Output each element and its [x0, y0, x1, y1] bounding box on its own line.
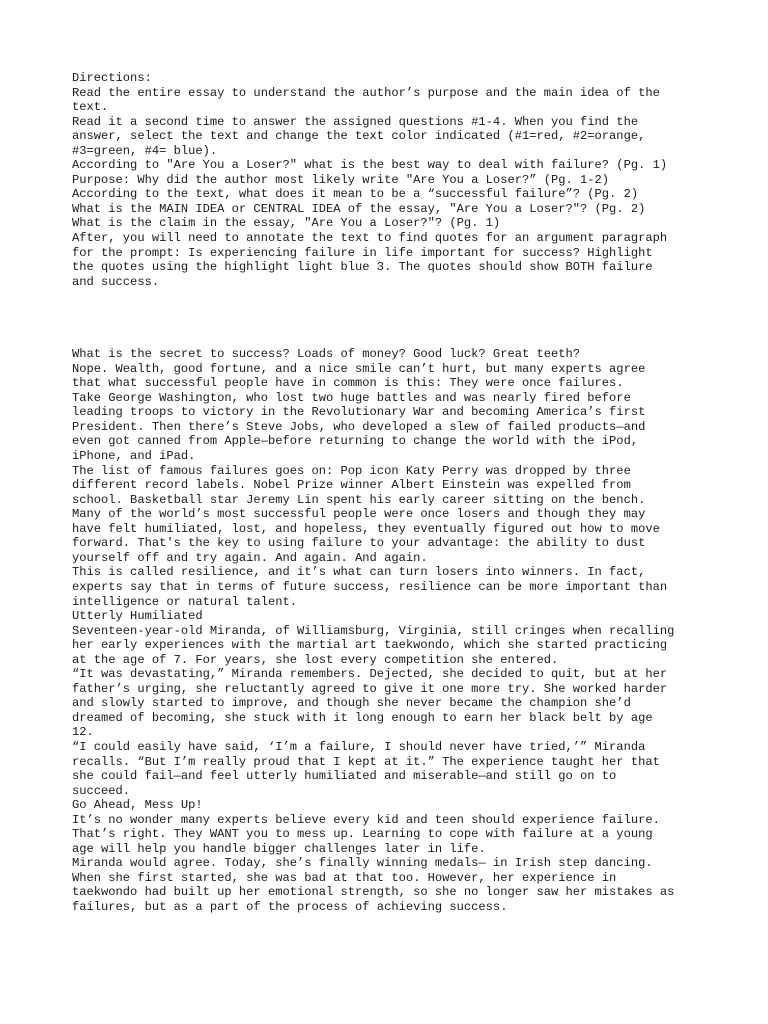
essay-line: iPhone, and iPad. — [72, 449, 196, 464]
directions-line: Purpose: Why did the author most likely write "Are You a Loser?” (Pg. 1-2) — [72, 172, 610, 187]
directions-line: and success. — [72, 274, 160, 289]
essay-line: age will help you handle bigger challenges later in life. — [72, 841, 486, 856]
directions-line: the quotes using the highlight light blue 3. The quotes should show BOTH failure — [72, 260, 653, 275]
essay-line: What is the secret to success? Loads of money? Good luck? Great teeth? — [72, 347, 581, 362]
directions-line: text. — [72, 100, 109, 115]
essay-line: have felt humiliated, lost, and hopeless, they eventually figured out how to move — [72, 521, 660, 536]
essay-line: President. Then there’s Steve Jobs, who developed a slew of failed products—and — [72, 419, 646, 434]
directions-line: answer, select the text and change the text color indicated (#1=red, #2=orange, — [72, 129, 646, 144]
essay-line: dreamed of becoming, she stuck with it long enough to earn her black belt by age — [72, 710, 653, 725]
directions-line: for the prompt: Is experiencing failure in life important for success? Highlight — [72, 245, 653, 260]
directions-line: Directions: — [72, 71, 152, 85]
essay-line: that what successful people have in common is this: They were once failures. — [72, 376, 624, 391]
essay-line: Nope. Wealth, good fortune, and a nice smile can’t hurt, but many experts agree — [72, 361, 646, 376]
directions-line: According to "Are You a Loser?" what is the best way to deal with failure? (Pg. 1) — [72, 158, 668, 173]
essay-line: different record labels. Nobel Prize winner Albert Einstein was expelled from — [72, 478, 631, 493]
section-gap — [72, 289, 712, 347]
essay-line: Take George Washington, who lost two huge battles and was nearly fired before — [72, 390, 631, 405]
essay-line: When she first started, she was bad at that too. However, her experience in — [72, 870, 617, 885]
essay-line: school. Basketball star Jeremy Lin spent his early career sitting on the bench. — [72, 492, 646, 507]
essay-line: taekwondo had built up her emotional strength, so she no longer saw her mistakes as — [72, 885, 675, 900]
document-page — [72, 71, 712, 915]
essay-line: That’s right. They WANT you to mess up. Learning to cope with failure at a young — [72, 827, 653, 842]
essay-line: and slowly started to improve, and though she never became the champion she’d — [72, 696, 631, 711]
essay-line: leading troops to victory in the Revolutionary War and becoming America’s first — [72, 405, 646, 420]
essay-line: succeed. — [72, 783, 131, 798]
directions-line: #3=green, #4= blue). — [72, 143, 218, 158]
essay-line: experts say that in terms of future success, resilience can be more important than — [72, 579, 668, 594]
directions-line: What is the claim in the essay, "Are You a Loser?"? (Pg. 1) — [72, 216, 501, 231]
essay-line: It’s no wonder many experts believe every kid and teen should experience failure. — [72, 812, 660, 827]
directions-block — [72, 71, 712, 289]
essay-line: 12. — [72, 725, 94, 740]
essay-line: Utterly Humiliated — [72, 609, 203, 624]
essay-line: even got canned from Apple—before returning to change the world with the iPod, — [72, 434, 639, 449]
directions-line: Read the entire essay to understand the author’s purpose and the main idea of the — [72, 85, 660, 100]
essay-line: Go Ahead, Mess Up! — [72, 798, 203, 813]
essay-line: Many of the world’s most successful people were once losers and though they may — [72, 507, 646, 522]
directions-line: After, you will need to annotate the text to find quotes for an argument paragraph — [72, 231, 668, 246]
essay-line: yourself off and try again. And again. And again. — [72, 550, 428, 565]
directions-line: According to the text, what does it mean to be a “successful failure”? (Pg. 2) — [72, 187, 639, 202]
essay-line: “It was devastating,” Miranda remembers. Dejected, she decided to quit, but at her — [72, 667, 668, 682]
essay-line: father’s urging, she reluctantly agreed to give it one more try. She worked harder — [72, 681, 668, 696]
directions-line: Read it a second time to answer the assigned questions #1-4. When you find the — [72, 114, 639, 129]
essay-block — [72, 347, 712, 914]
essay-line: Seventeen-year-old Miranda, of Williamsburg, Virginia, still cringes when recalling — [72, 623, 675, 638]
essay-line: failures, but as a part of the process of achieving success. — [72, 899, 508, 914]
essay-line: forward. That's the key to using failure to your advantage: the ability to dust — [72, 536, 646, 551]
essay-line: intelligence or natural talent. — [72, 594, 297, 609]
essay-line: This is called resilience, and it’s what can turn losers into winners. In fact, — [72, 565, 646, 580]
directions-line: What is the MAIN IDEA or CENTRAL IDEA of the essay, "Are You a Loser?"? (Pg. 2) — [72, 201, 646, 216]
essay-line: Miranda would agree. Today, she’s finally winning medals— in Irish step dancing. — [72, 856, 653, 871]
essay-line: at the age of 7. For years, she lost every competition she entered. — [72, 652, 559, 667]
essay-line: her early experiences with the martial art taekwondo, which she started practicing — [72, 638, 668, 653]
essay-line: “I could easily have said, ‘I’m a failure, I should never have tried,’” Miranda — [72, 739, 646, 754]
essay-line: recalls. “But I’m really proud that I kept at it.” The experience taught her that — [72, 754, 660, 769]
essay-line: she could fail—and feel utterly humiliated and miserable—and still go on to — [72, 769, 617, 784]
essay-line: The list of famous failures goes on: Pop icon Katy Perry was dropped by three — [72, 463, 631, 478]
